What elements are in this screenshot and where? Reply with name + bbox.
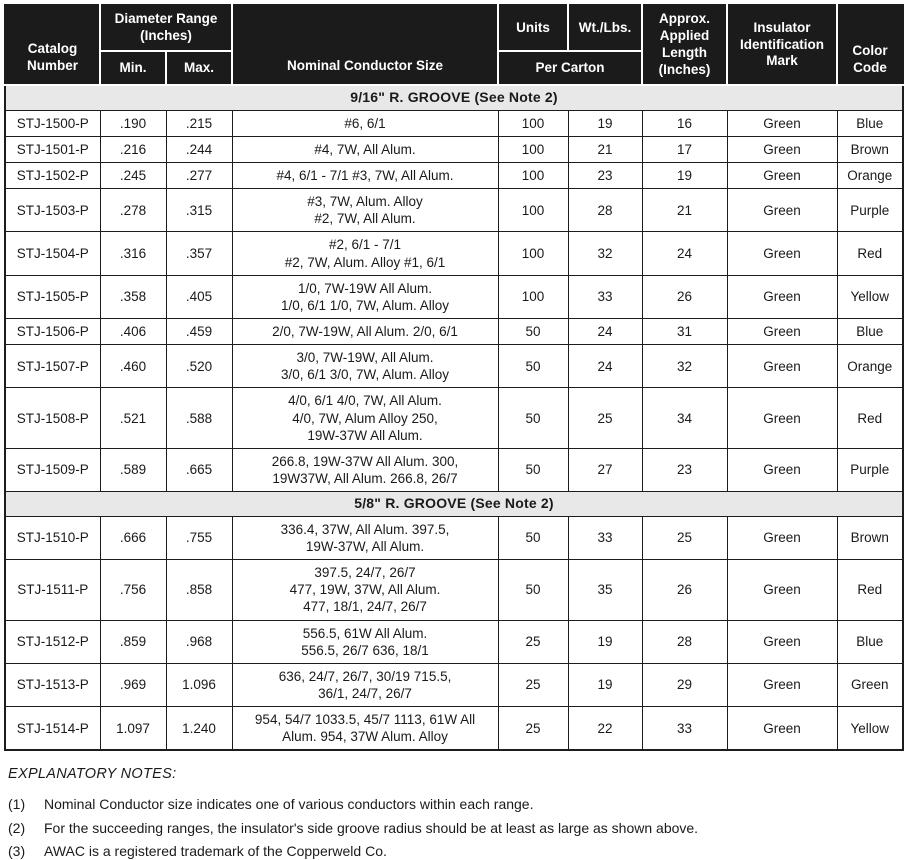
- cell-units-per-carton: 100: [498, 163, 568, 189]
- section-title: 9/16" R. GROOVE (See Note 2): [5, 85, 903, 110]
- col-header-nominal-conductor-size: Nominal Conductor Size: [232, 5, 498, 85]
- section-title: 5/8" R. GROOVE (See Note 2): [5, 492, 903, 517]
- table-row: [5, 516, 903, 559]
- note-item: [8, 794, 898, 814]
- cell-color-code: Blue: [837, 110, 903, 136]
- note-number: (3): [8, 843, 26, 860]
- cell-applied-length: 24: [642, 232, 727, 275]
- cell-min: .190: [100, 110, 166, 136]
- cell-min: .589: [100, 448, 166, 491]
- cell-nominal-conductor-size: 556.5, 61W All Alum. 556.5, 26/7 636, 18/1: [232, 620, 498, 663]
- col-header-min: Min.: [100, 51, 166, 85]
- cell-insulator-mark: Green: [727, 560, 837, 620]
- table-row: [5, 345, 903, 388]
- col-header-diameter-range: Diameter Range (Inches): [100, 5, 232, 51]
- table-row: [5, 163, 903, 189]
- col-header-approx-applied-length: Approx. Applied Length (Inches): [642, 5, 727, 85]
- cell-catalog-number: STJ-1500-P: [5, 110, 100, 136]
- cell-max: .244: [166, 136, 232, 162]
- table-row: [5, 707, 903, 751]
- note-number: (1): [8, 796, 26, 813]
- note-number: (2): [8, 819, 26, 836]
- cell-applied-length: 23: [642, 448, 727, 491]
- cell-wt-per-carton: 22: [568, 707, 642, 751]
- cell-catalog-number: STJ-1506-P: [5, 319, 100, 345]
- cell-catalog-number: STJ-1512-P: [5, 620, 100, 663]
- cell-nominal-conductor-size: 954, 54/7 1033.5, 45/7 1113, 61W All Alum. 954, 37W Alum. Alloy: [232, 707, 498, 751]
- cell-nominal-conductor-size: 266.8, 19W-37W All Alum. 300, 19W37W, All Alum. 266.8, 26/7: [232, 448, 498, 491]
- cell-nominal-conductor-size: #3, 7W, Alum. Alloy #2, 7W, All Alum.: [232, 189, 498, 232]
- cell-units-per-carton: 50: [498, 516, 568, 559]
- cell-units-per-carton: 50: [498, 319, 568, 345]
- cell-units-per-carton: 25: [498, 620, 568, 663]
- cell-applied-length: 28: [642, 620, 727, 663]
- cell-applied-length: 29: [642, 663, 727, 706]
- cell-nominal-conductor-size: #2, 6/1 - 7/1 #2, 7W, Alum. Alloy #1, 6/1: [232, 232, 498, 275]
- table-row: [5, 189, 903, 232]
- cell-min: 1.097: [100, 707, 166, 751]
- col-header-max: Max.: [166, 51, 232, 85]
- cell-insulator-mark: Green: [727, 707, 837, 751]
- note-item: [8, 818, 898, 838]
- cell-applied-length: 25: [642, 516, 727, 559]
- cell-color-code: Orange: [837, 345, 903, 388]
- cell-wt-per-carton: 21: [568, 136, 642, 162]
- cell-max: .858: [166, 560, 232, 620]
- cell-wt-per-carton: 23: [568, 163, 642, 189]
- cell-color-code: Purple: [837, 448, 903, 491]
- cell-min: .216: [100, 136, 166, 162]
- cell-max: .277: [166, 163, 232, 189]
- cell-catalog-number: STJ-1504-P: [5, 232, 100, 275]
- table-row: [5, 232, 903, 275]
- cell-insulator-mark: Green: [727, 232, 837, 275]
- cell-nominal-conductor-size: 397.5, 24/7, 26/7 477, 19W, 37W, All Alum. 477, 18/1, 24/7, 26/7: [232, 560, 498, 620]
- cell-units-per-carton: 100: [498, 110, 568, 136]
- cell-applied-length: 19: [642, 163, 727, 189]
- cell-nominal-conductor-size: #6, 6/1: [232, 110, 498, 136]
- cell-applied-length: 34: [642, 388, 727, 448]
- cell-max: .588: [166, 388, 232, 448]
- cell-max: .755: [166, 516, 232, 559]
- cell-applied-length: 33: [642, 707, 727, 751]
- cell-min: .521: [100, 388, 166, 448]
- cell-color-code: Orange: [837, 163, 903, 189]
- cell-insulator-mark: Green: [727, 110, 837, 136]
- cell-nominal-conductor-size: 1/0, 7W-19W All Alum. 1/0, 6/1 1/0, 7W, Alum. Alloy: [232, 275, 498, 318]
- cell-min: .460: [100, 345, 166, 388]
- col-header-per-carton: Per Carton: [498, 51, 642, 85]
- cell-color-code: Yellow: [837, 707, 903, 751]
- cell-catalog-number: STJ-1501-P: [5, 136, 100, 162]
- note-text: For the succeeding ranges, the insulator's side groove radius should be at least as large as shown above.: [44, 819, 699, 836]
- cell-color-code: Brown: [837, 136, 903, 162]
- cell-insulator-mark: Green: [727, 275, 837, 318]
- cell-wt-per-carton: 35: [568, 560, 642, 620]
- col-header-color-code: Color Code: [837, 5, 903, 85]
- table-row: [5, 275, 903, 318]
- cell-wt-per-carton: 33: [568, 275, 642, 318]
- cell-color-code: Red: [837, 560, 903, 620]
- cell-units-per-carton: 25: [498, 663, 568, 706]
- cell-min: .666: [100, 516, 166, 559]
- table-row: [5, 388, 903, 448]
- cell-max: .215: [166, 110, 232, 136]
- table-row: [5, 620, 903, 663]
- cell-units-per-carton: 100: [498, 232, 568, 275]
- cell-units-per-carton: 100: [498, 275, 568, 318]
- cell-wt-per-carton: 19: [568, 620, 642, 663]
- explanatory-notes: [8, 766, 898, 860]
- cell-units-per-carton: 25: [498, 707, 568, 751]
- cell-units-per-carton: 50: [498, 560, 568, 620]
- cell-color-code: Blue: [837, 319, 903, 345]
- cell-color-code: Purple: [837, 189, 903, 232]
- cell-units-per-carton: 50: [498, 388, 568, 448]
- cell-wt-per-carton: 19: [568, 663, 642, 706]
- cell-min: .756: [100, 560, 166, 620]
- table-row: [5, 448, 903, 491]
- cell-nominal-conductor-size: 3/0, 7W-19W, All Alum. 3/0, 6/1 3/0, 7W, Alum. Alloy: [232, 345, 498, 388]
- cell-max: 1.240: [166, 707, 232, 751]
- cell-catalog-number: STJ-1511-P: [5, 560, 100, 620]
- cell-wt-per-carton: 27: [568, 448, 642, 491]
- cell-wt-per-carton: 24: [568, 345, 642, 388]
- cell-insulator-mark: Green: [727, 388, 837, 448]
- catalog-table: [4, 4, 904, 751]
- cell-applied-length: 21: [642, 189, 727, 232]
- cell-nominal-conductor-size: 336.4, 37W, All Alum. 397.5, 19W-37W, All Alum.: [232, 516, 498, 559]
- cell-insulator-mark: Green: [727, 663, 837, 706]
- table-row: [5, 110, 903, 136]
- cell-max: .315: [166, 189, 232, 232]
- cell-applied-length: 32: [642, 345, 727, 388]
- cell-units-per-carton: 50: [498, 345, 568, 388]
- cell-applied-length: 17: [642, 136, 727, 162]
- cell-max: .665: [166, 448, 232, 491]
- cell-insulator-mark: Green: [727, 345, 837, 388]
- cell-nominal-conductor-size: #4, 6/1 - 7/1 #3, 7W, All Alum.: [232, 163, 498, 189]
- cell-min: .316: [100, 232, 166, 275]
- cell-insulator-mark: Green: [727, 136, 837, 162]
- notes-list: [8, 794, 898, 860]
- cell-catalog-number: STJ-1505-P: [5, 275, 100, 318]
- col-header-insulator-identification-mark: Insulator Identification Mark: [727, 5, 837, 85]
- table-row: [5, 319, 903, 345]
- cell-max: .459: [166, 319, 232, 345]
- cell-max: .968: [166, 620, 232, 663]
- cell-catalog-number: STJ-1514-P: [5, 707, 100, 751]
- cell-max: .520: [166, 345, 232, 388]
- note-item: [8, 841, 898, 860]
- cell-insulator-mark: Green: [727, 620, 837, 663]
- cell-insulator-mark: Green: [727, 516, 837, 559]
- note-text: AWAC is a registered trademark of the Copperweld Co.: [44, 843, 387, 860]
- section-header-row: [5, 492, 903, 517]
- cell-min: .406: [100, 319, 166, 345]
- cell-catalog-number: STJ-1502-P: [5, 163, 100, 189]
- cell-color-code: Red: [837, 388, 903, 448]
- cell-catalog-number: STJ-1507-P: [5, 345, 100, 388]
- cell-applied-length: 26: [642, 275, 727, 318]
- col-header-catalog-number: Catalog Number: [5, 5, 100, 85]
- cell-wt-per-carton: 28: [568, 189, 642, 232]
- cell-nominal-conductor-size: 636, 24/7, 26/7, 30/19 715.5, 36/1, 24/7, 26/7: [232, 663, 498, 706]
- cell-insulator-mark: Green: [727, 448, 837, 491]
- cell-min: .245: [100, 163, 166, 189]
- table-row: [5, 136, 903, 162]
- table-body: [5, 85, 903, 750]
- table-row: [5, 663, 903, 706]
- cell-units-per-carton: 50: [498, 448, 568, 491]
- cell-catalog-number: STJ-1513-P: [5, 663, 100, 706]
- cell-min: .358: [100, 275, 166, 318]
- cell-insulator-mark: Green: [727, 319, 837, 345]
- cell-color-code: Blue: [837, 620, 903, 663]
- cell-insulator-mark: Green: [727, 163, 837, 189]
- cell-min: .969: [100, 663, 166, 706]
- cell-insulator-mark: Green: [727, 189, 837, 232]
- note-text: Nominal Conductor size indicates one of various conductors within each range.: [44, 796, 534, 813]
- cell-nominal-conductor-size: 2/0, 7W-19W, All Alum. 2/0, 6/1: [232, 319, 498, 345]
- cell-min: .859: [100, 620, 166, 663]
- notes-title: EXPLANATORY NOTES:: [8, 766, 177, 783]
- section-header-row: [5, 85, 903, 110]
- cell-units-per-carton: 100: [498, 189, 568, 232]
- cell-nominal-conductor-size: #4, 7W, All Alum.: [232, 136, 498, 162]
- cell-wt-per-carton: 25: [568, 388, 642, 448]
- cell-applied-length: 16: [642, 110, 727, 136]
- cell-catalog-number: STJ-1510-P: [5, 516, 100, 559]
- cell-catalog-number: STJ-1508-P: [5, 388, 100, 448]
- cell-catalog-number: STJ-1503-P: [5, 189, 100, 232]
- cell-min: .278: [100, 189, 166, 232]
- col-header-wt-lbs: Wt./Lbs.: [568, 5, 642, 51]
- cell-color-code: Red: [837, 232, 903, 275]
- table-row: [5, 560, 903, 620]
- cell-catalog-number: STJ-1509-P: [5, 448, 100, 491]
- cell-color-code: Yellow: [837, 275, 903, 318]
- cell-nominal-conductor-size: 4/0, 6/1 4/0, 7W, All Alum. 4/0, 7W, Alum Alloy 250, 19W-37W All Alum.: [232, 388, 498, 448]
- cell-wt-per-carton: 24: [568, 319, 642, 345]
- col-header-units: Units: [498, 5, 568, 51]
- cell-units-per-carton: 100: [498, 136, 568, 162]
- cell-max: 1.096: [166, 663, 232, 706]
- cell-wt-per-carton: 33: [568, 516, 642, 559]
- cell-applied-length: 31: [642, 319, 727, 345]
- table-header: [5, 5, 903, 85]
- cell-max: .357: [166, 232, 232, 275]
- cell-color-code: Brown: [837, 516, 903, 559]
- cell-wt-per-carton: 19: [568, 110, 642, 136]
- cell-applied-length: 26: [642, 560, 727, 620]
- cell-max: .405: [166, 275, 232, 318]
- cell-color-code: Green: [837, 663, 903, 706]
- cell-wt-per-carton: 32: [568, 232, 642, 275]
